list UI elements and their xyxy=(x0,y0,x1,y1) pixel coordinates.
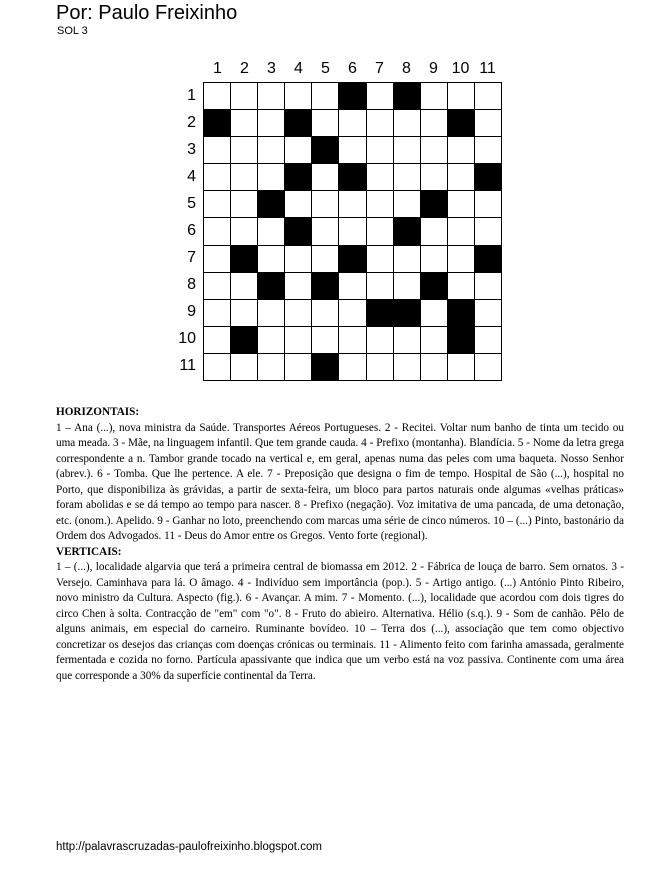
grid-cell[interactable] xyxy=(285,83,311,109)
grid-cell[interactable] xyxy=(285,327,311,353)
grid-cell[interactable] xyxy=(448,354,474,380)
author-title: Por: Paulo Freixinho xyxy=(56,2,238,24)
grid-cell[interactable] xyxy=(258,246,284,272)
grid-cell[interactable] xyxy=(367,246,393,272)
grid-cell[interactable] xyxy=(421,354,447,380)
grid-cell[interactable] xyxy=(394,137,420,163)
grid-cell[interactable] xyxy=(285,137,311,163)
horizontal-heading: HORIZONTAIS: xyxy=(56,406,140,418)
grid-cell[interactable] xyxy=(421,218,447,244)
black-cell xyxy=(448,327,474,353)
black-cell xyxy=(339,83,365,109)
grid-cell[interactable] xyxy=(204,164,230,190)
grid-cell[interactable] xyxy=(339,218,365,244)
grid-cell[interactable] xyxy=(448,83,474,109)
grid-cell[interactable] xyxy=(394,246,420,272)
grid-cell[interactable] xyxy=(475,354,501,380)
row-number: 3 xyxy=(187,141,196,158)
grid-cell[interactable] xyxy=(258,110,284,136)
grid-cell[interactable] xyxy=(448,137,474,163)
grid-cell[interactable] xyxy=(204,137,230,163)
row-number: 7 xyxy=(187,249,196,266)
grid-cell[interactable] xyxy=(367,164,393,190)
grid-cell[interactable] xyxy=(367,218,393,244)
grid-cell[interactable] xyxy=(394,110,420,136)
black-cell xyxy=(339,246,365,272)
grid-cell[interactable] xyxy=(231,110,257,136)
grid-cell[interactable] xyxy=(312,300,338,326)
row-number: 11 xyxy=(179,357,196,374)
grid-cell[interactable] xyxy=(312,83,338,109)
grid-cell[interactable] xyxy=(231,218,257,244)
grid-cell[interactable] xyxy=(231,164,257,190)
grid-cell[interactable] xyxy=(258,83,284,109)
grid-cell[interactable] xyxy=(367,354,393,380)
grid-cell[interactable] xyxy=(394,273,420,299)
grid-cell[interactable] xyxy=(367,273,393,299)
black-cell xyxy=(285,110,311,136)
row-number: 6 xyxy=(187,222,196,239)
grid-cell[interactable] xyxy=(204,83,230,109)
black-cell xyxy=(312,354,338,380)
grid-cell[interactable] xyxy=(339,110,365,136)
black-cell xyxy=(285,218,311,244)
grid-cell[interactable] xyxy=(448,273,474,299)
grid-cell[interactable] xyxy=(475,218,501,244)
crossword-grid xyxy=(203,82,502,381)
grid-cell[interactable] xyxy=(367,191,393,217)
column-number: 10 xyxy=(451,60,470,77)
grid-cell[interactable] xyxy=(448,218,474,244)
grid-cell[interactable] xyxy=(312,327,338,353)
grid-cell[interactable] xyxy=(312,246,338,272)
grid-cell[interactable] xyxy=(421,246,447,272)
row-number: 2 xyxy=(187,114,196,131)
grid-cell[interactable] xyxy=(285,191,311,217)
horizontal-clues: 1 – Ana (...), nova ministra da Saúde. Transportes Aéreos Portugueses. 2 - Recitei. Voltar num banho de tinta um tecido ou uma meada. 3 - Mãe, na linguagem infantil. Que tem grande cauda. 4 - Prefixo (montanha). Blandícia. 5 - Nome da letra grega correspondente a n. Tambor grande tocado na vertical e, em geral, apenas numa das peles com uma baqueta. Nosso Senhor (abrev.). 6 - Tomba. Que lhe pertence. A ele. 7 - Preposição que designa o fim de tempo. Hospital de São (...), hospital no Porto, que disponibiliza às grávidas, a partir de sexta-feira, um bloco para partos naturais onde algumas «velhas práticas» foram abolidas e se dá tempo ao tempo para nascer. 8 - Prefixo (negação). Voz imitativa de uma pancada, de uma detonação, etc. (onom.). Apelido. 9 - Ganhar no loto, preenchendo com marcas uma série de cinco números. 10 – (...) Pinto, bastonário da Ordem dos Advogados. 11 - Deus do Amor entre os Gregos. Vento forte (regional). xyxy=(56,421,624,542)
column-number: 9 xyxy=(429,60,438,77)
grid-cell[interactable] xyxy=(339,191,365,217)
black-cell xyxy=(258,273,284,299)
row-number: 1 xyxy=(187,87,196,104)
grid-cell[interactable] xyxy=(475,137,501,163)
black-cell xyxy=(421,191,447,217)
grid-cell[interactable] xyxy=(285,300,311,326)
black-cell xyxy=(258,191,284,217)
grid-cell[interactable] xyxy=(339,137,365,163)
grid-cell[interactable] xyxy=(231,191,257,217)
grid-cell[interactable] xyxy=(421,300,447,326)
column-number: 3 xyxy=(267,60,276,77)
grid-cell[interactable] xyxy=(421,164,447,190)
row-number: 9 xyxy=(187,303,196,320)
grid-cell[interactable] xyxy=(367,110,393,136)
grid-cell[interactable] xyxy=(285,246,311,272)
grid-cell[interactable] xyxy=(339,354,365,380)
grid-cell[interactable] xyxy=(231,300,257,326)
black-cell xyxy=(312,273,338,299)
row-number: 10 xyxy=(178,330,196,347)
grid-cell[interactable] xyxy=(475,83,501,109)
black-cell xyxy=(475,246,501,272)
grid-cell[interactable] xyxy=(258,327,284,353)
grid-cell[interactable] xyxy=(339,327,365,353)
column-number: 8 xyxy=(402,60,411,77)
grid-cell[interactable] xyxy=(394,164,420,190)
grid-cell[interactable] xyxy=(394,354,420,380)
black-cell xyxy=(204,110,230,136)
grid-cell[interactable] xyxy=(339,273,365,299)
grid-cell[interactable] xyxy=(258,164,284,190)
grid-cell[interactable] xyxy=(204,191,230,217)
grid-cell[interactable] xyxy=(204,273,230,299)
grid-cell[interactable] xyxy=(367,327,393,353)
black-cell xyxy=(448,110,474,136)
grid-cell[interactable] xyxy=(258,354,284,380)
puzzle-id: SOL 3 xyxy=(57,25,88,37)
row-number: 8 xyxy=(187,276,196,293)
grid-cell[interactable] xyxy=(258,300,284,326)
grid-cell[interactable] xyxy=(475,327,501,353)
grid-cell[interactable] xyxy=(204,300,230,326)
column-number: 5 xyxy=(321,60,330,77)
row-number: 4 xyxy=(187,168,196,185)
black-cell xyxy=(448,300,474,326)
grid-cell[interactable] xyxy=(231,273,257,299)
black-cell xyxy=(339,164,365,190)
grid-cell[interactable] xyxy=(421,83,447,109)
grid-cell[interactable] xyxy=(204,218,230,244)
grid-cell[interactable] xyxy=(367,83,393,109)
grid-cell[interactable] xyxy=(204,354,230,380)
column-number: 11 xyxy=(479,60,496,77)
black-cell xyxy=(421,273,447,299)
blog-url[interactable]: http://palavrascruzadas-paulofreixinho.blogspot.com xyxy=(56,841,322,853)
grid-cell[interactable] xyxy=(312,218,338,244)
black-cell xyxy=(394,83,420,109)
grid-cell[interactable] xyxy=(312,164,338,190)
grid-cell[interactable] xyxy=(475,110,501,136)
black-cell xyxy=(231,246,257,272)
grid-cell[interactable] xyxy=(421,110,447,136)
black-cell xyxy=(394,300,420,326)
column-number: 6 xyxy=(348,60,357,77)
column-number: 7 xyxy=(375,60,384,77)
grid-cell[interactable] xyxy=(448,164,474,190)
vertical-heading: VERTICAIS: xyxy=(56,545,122,558)
black-cell xyxy=(312,137,338,163)
column-number: 4 xyxy=(294,60,303,77)
black-cell xyxy=(285,164,311,190)
grid-cell[interactable] xyxy=(394,191,420,217)
clues-section xyxy=(56,405,624,684)
grid-cell[interactable] xyxy=(258,137,284,163)
grid-cell[interactable] xyxy=(367,137,393,163)
grid-cell[interactable] xyxy=(421,327,447,353)
grid-cell[interactable] xyxy=(258,218,284,244)
grid-cell[interactable] xyxy=(285,273,311,299)
grid-cell[interactable] xyxy=(339,300,365,326)
row-number: 5 xyxy=(187,195,196,212)
grid-cell[interactable] xyxy=(448,246,474,272)
grid-cell[interactable] xyxy=(312,191,338,217)
grid-cell[interactable] xyxy=(394,327,420,353)
grid-cell[interactable] xyxy=(285,354,311,380)
column-number: 2 xyxy=(240,60,249,77)
grid-cell[interactable] xyxy=(204,327,230,353)
black-cell xyxy=(231,327,257,353)
grid-cell[interactable] xyxy=(231,83,257,109)
black-cell xyxy=(394,218,420,244)
grid-cell[interactable] xyxy=(312,110,338,136)
grid-cell[interactable] xyxy=(475,300,501,326)
grid-cell[interactable] xyxy=(231,354,257,380)
black-cell xyxy=(475,164,501,190)
column-number: 1 xyxy=(213,60,222,77)
grid-cell[interactable] xyxy=(448,191,474,217)
grid-cell[interactable] xyxy=(475,273,501,299)
grid-cell[interactable] xyxy=(204,246,230,272)
grid-cell[interactable] xyxy=(231,137,257,163)
black-cell xyxy=(367,300,393,326)
grid-cell[interactable] xyxy=(475,191,501,217)
grid-cell[interactable] xyxy=(421,137,447,163)
vertical-clues: 1 – (...), localidade algarvia que terá a primeira central de biomassa em 2012. 2 - Fábrica de louça de barro. Sem ornatos. 3 - Versejo. Caminhava para lá. O âmago. 4 - Indivíduo sem importância (pop.). 5 - Artigo antigo. (...) António Pinto Ribeiro, novo ministro da Cultura. Aspecto (fig.). 6 - Avançar. A mim. 7 - Momento. (...), localidade que acordou com dois tigres do circo Chen à solta. Contracção de "em" com "o". 8 - Fruto do abieiro. Alternativa. Hélio (s.q.). 9 - Som de canhão. Pêlo de alguns animais, em especial do carneiro. Ruminante bovídeo. 10 – Terra dos (...), associação que tem como objectivo concretizar os desejos das crianças com doenças crónicas ou terminais. 11 - Alimento feito com farinha amassada, geralmente fermentada e cozida no forno. Partícula apassivante que indica que um verbo está na voz passiva. Continente com uma área que corresponde a 30% da superfície continental da Terra. xyxy=(56,561,624,682)
